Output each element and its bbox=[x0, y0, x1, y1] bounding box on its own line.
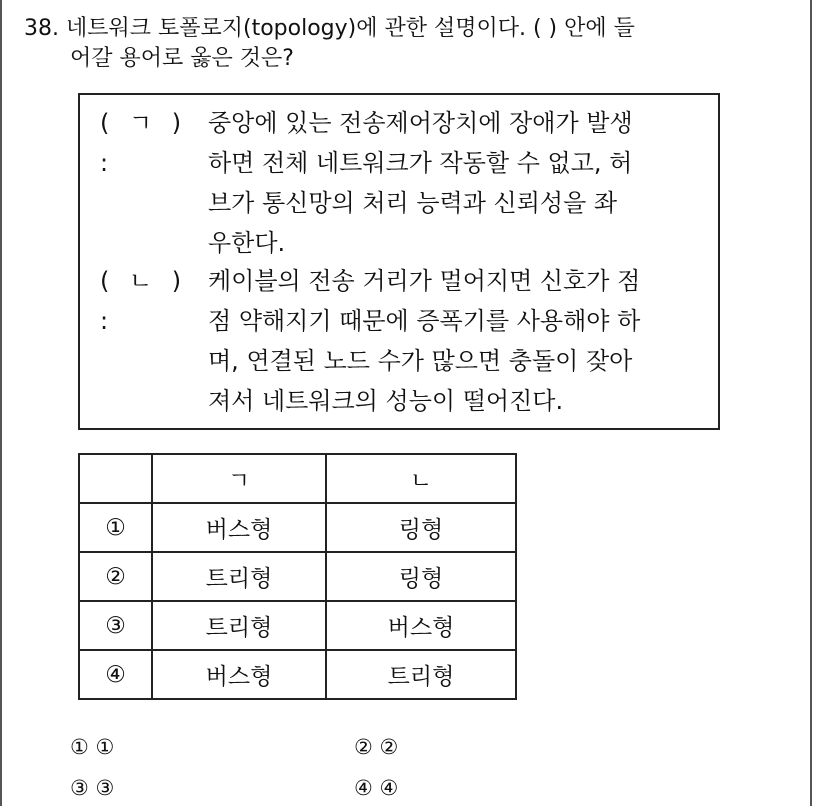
table-cell: 버스형 bbox=[152, 503, 326, 552]
choice-2[interactable]: ② ② bbox=[354, 735, 399, 759]
table-row bbox=[79, 601, 516, 650]
item-a-line-4: 우한다. bbox=[208, 229, 286, 257]
item-b-line-2: 점 약해지기 때문에 증폭기를 사용해야 하 bbox=[208, 307, 641, 335]
table-row bbox=[79, 503, 516, 552]
item-a-line-2: 하면 전체 네트워크가 작동할 수 없고, 허 bbox=[208, 149, 633, 177]
table-cell: 버스형 bbox=[152, 650, 326, 699]
question-line-2: 어갈 용어로 옳은 것은? bbox=[70, 46, 294, 71]
item-marker-b: ( ㄴ ) : bbox=[100, 267, 188, 335]
question-line-1: 38. 네트워크 토폴로지(topology)에 관한 설명이다. ( ) 안에 들 bbox=[24, 16, 635, 41]
table-cell: ③ bbox=[79, 601, 152, 650]
description-item-b bbox=[100, 261, 698, 421]
answer-table bbox=[78, 453, 517, 700]
table-header-cell: ㄴ bbox=[326, 454, 516, 503]
table-header-cell bbox=[79, 454, 152, 503]
item-b-line-1: 케이블의 전송 거리가 멀어지면 신호가 점 bbox=[208, 267, 641, 295]
table-header-cell: ㄱ bbox=[152, 454, 326, 503]
item-marker-a: ( ㄱ ) : bbox=[100, 109, 188, 177]
choice-4[interactable]: ④ ④ bbox=[354, 776, 399, 800]
table-cell: 트리형 bbox=[152, 552, 326, 601]
question-stem bbox=[24, 14, 635, 74]
table-header-row bbox=[79, 454, 516, 503]
table-row bbox=[79, 650, 516, 699]
item-a-line-3: 브가 통신망의 처리 능력과 신뢰성을 좌 bbox=[208, 189, 618, 217]
choice-1[interactable]: ① ① bbox=[70, 735, 115, 759]
table-cell: 트리형 bbox=[326, 650, 516, 699]
table-cell: 링형 bbox=[326, 503, 516, 552]
item-b-line-3: 며, 연결된 노드 수가 많으면 충돌이 잦아 bbox=[208, 347, 633, 375]
table-cell: ① bbox=[79, 503, 152, 552]
item-a-line-1: 중앙에 있는 전송제어장치에 장애가 발생 bbox=[208, 109, 633, 137]
table-row bbox=[79, 552, 516, 601]
table-cell: ② bbox=[79, 552, 152, 601]
table-cell: 링형 bbox=[326, 552, 516, 601]
table-cell: 버스형 bbox=[326, 601, 516, 650]
choice-3[interactable]: ③ ③ bbox=[70, 776, 115, 800]
item-b-line-4: 져서 네트워크의 성능이 떨어진다. bbox=[208, 387, 564, 415]
description-box bbox=[78, 93, 720, 430]
description-item-a bbox=[100, 103, 698, 263]
table-cell: 트리형 bbox=[152, 601, 326, 650]
table-cell: ④ bbox=[79, 650, 152, 699]
